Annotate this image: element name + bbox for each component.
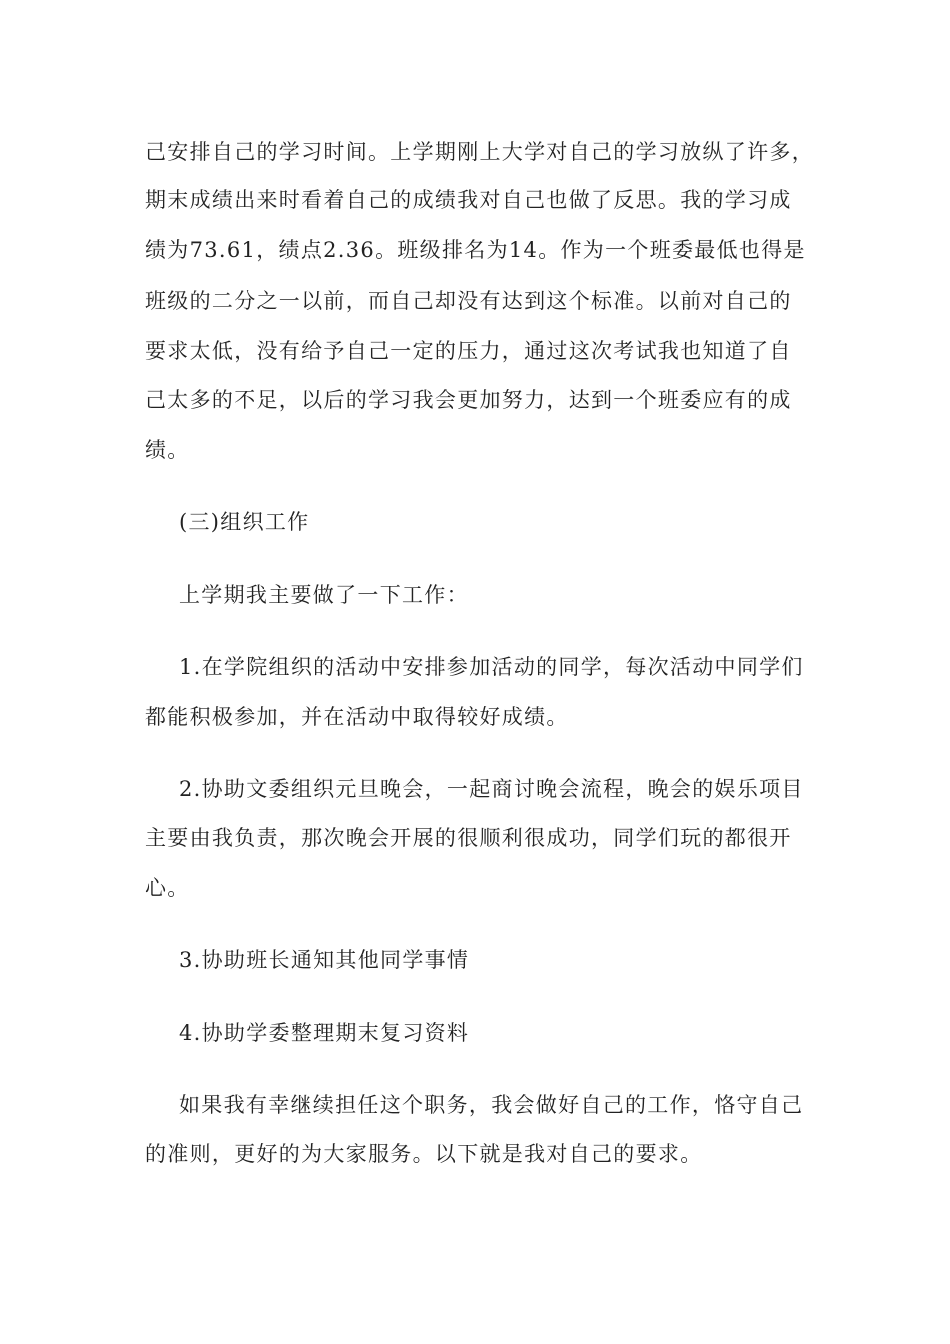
item-2-line-2: 主要由我负责，那次晚会开展的很顺利很成功，同学们玩的都很开 — [145, 826, 792, 850]
closing-line-1: 如果我有幸继续担任这个职务，我会做好自己的工作，恪守自己 — [179, 1093, 804, 1117]
item-2-line-3: 心。 — [145, 876, 190, 900]
paragraph-1-line-1: 己安排自己的学习时间。上学期刚上大学对自己的学习放纵了许多， — [145, 140, 814, 164]
item-2-line-1: 2.协助文委组织元旦晚会，一起商讨晚会流程，晚会的娱乐项目 — [179, 777, 804, 801]
item-4-line: 4.协助学委整理期末复习资料 — [179, 1021, 470, 1045]
paragraph-1-line-4: 班级的二分之一以前，而自己却没有达到这个标准。以前对自己的 — [145, 289, 792, 313]
paragraph-1-line-7: 绩。 — [145, 438, 190, 462]
item-3-line: 3.协助班长通知其他同学事情 — [179, 948, 470, 972]
paragraph-1-line-6: 己太多的不足，以后的学习我会更加努力，达到一个班委应有的成 — [145, 388, 792, 412]
closing-line-2: 的准则，更好的为大家服务。以下就是我对自己的要求。 — [145, 1142, 703, 1166]
intro-line: 上学期我主要做了一下工作： — [179, 583, 469, 607]
paragraph-1-line-2: 期末成绩出来时看着自己的成绩我对自己也做了反思。我的学习成 — [145, 188, 792, 212]
item-1-line-1: 1.在学院组织的活动中安排参加活动的同学，每次活动中同学们 — [179, 655, 804, 679]
section-heading: (三)组织工作 — [179, 510, 310, 534]
paragraph-1-line-3: 绩为73.61，绩点2.36。班级排名为14。作为一个班委最低也得是 — [145, 238, 806, 262]
item-1-line-2: 都能积极参加，并在活动中取得较好成绩。 — [145, 705, 569, 729]
paragraph-1-line-5: 要求太低，没有给予自己一定的压力，通过这次考试我也知道了自 — [145, 339, 792, 363]
